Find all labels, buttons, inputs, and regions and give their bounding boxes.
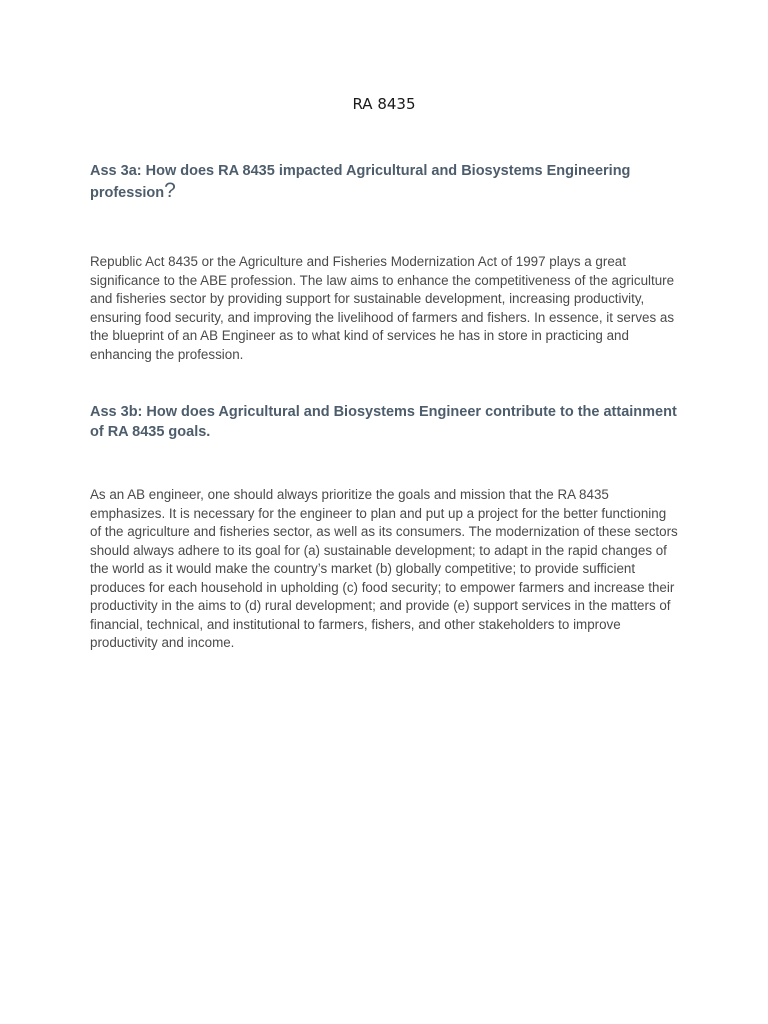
question-3b-heading: Ass 3b: How does Agricultural and Biosystems Engineer contribute to the attainment of RA 8435 goals. [90, 404, 677, 440]
question-3a-text: Ass 3a: How does RA 8435 impacted Agricultural and Biosystems Engineering profession [90, 163, 631, 201]
question-3a-mark: ? [164, 179, 176, 202]
answer-3b-paragraph: As an AB engineer, one should always prioritize the goals and mission that the RA 8435 emphasizes. It is necessary for the engineer to plan and put up a project for the better functioning of the agriculture and fisheries sector, as well as its consumers. The modernization of these sectors should always adhere to its goal for (a) sustainable development; to adapt in the rapid changes of the world as it would make the country’s market (b) globally competitive; to provide sufficient produces for each household in upholding (c) food security; to empower farmers and increase their productivity in the aims to (d) rural development; and provide (e) support services in the matters of financial, technical, and institutional to farmers, fishers, and other stakeholders to improve productivity and income. [90, 487, 678, 650]
answer-3a-paragraph: Republic Act 8435 or the Agriculture and Fisheries Modernization Act of 1997 plays a great significance to the ABE profession. The law aims to enhance the competitiveness of the agriculture and fisheries sector by providing support for sustainable development, increasing productivity, ensuring food security, and improving the livelihood of farmers and fishers. In essence, it serves as the blueprint of an AB Engineer as to what kind of services he has in store in practicing and enhancing the profession. [90, 254, 675, 362]
question-3a-heading [90, 161, 690, 203]
document-title: RA 8435 [352, 95, 416, 113]
